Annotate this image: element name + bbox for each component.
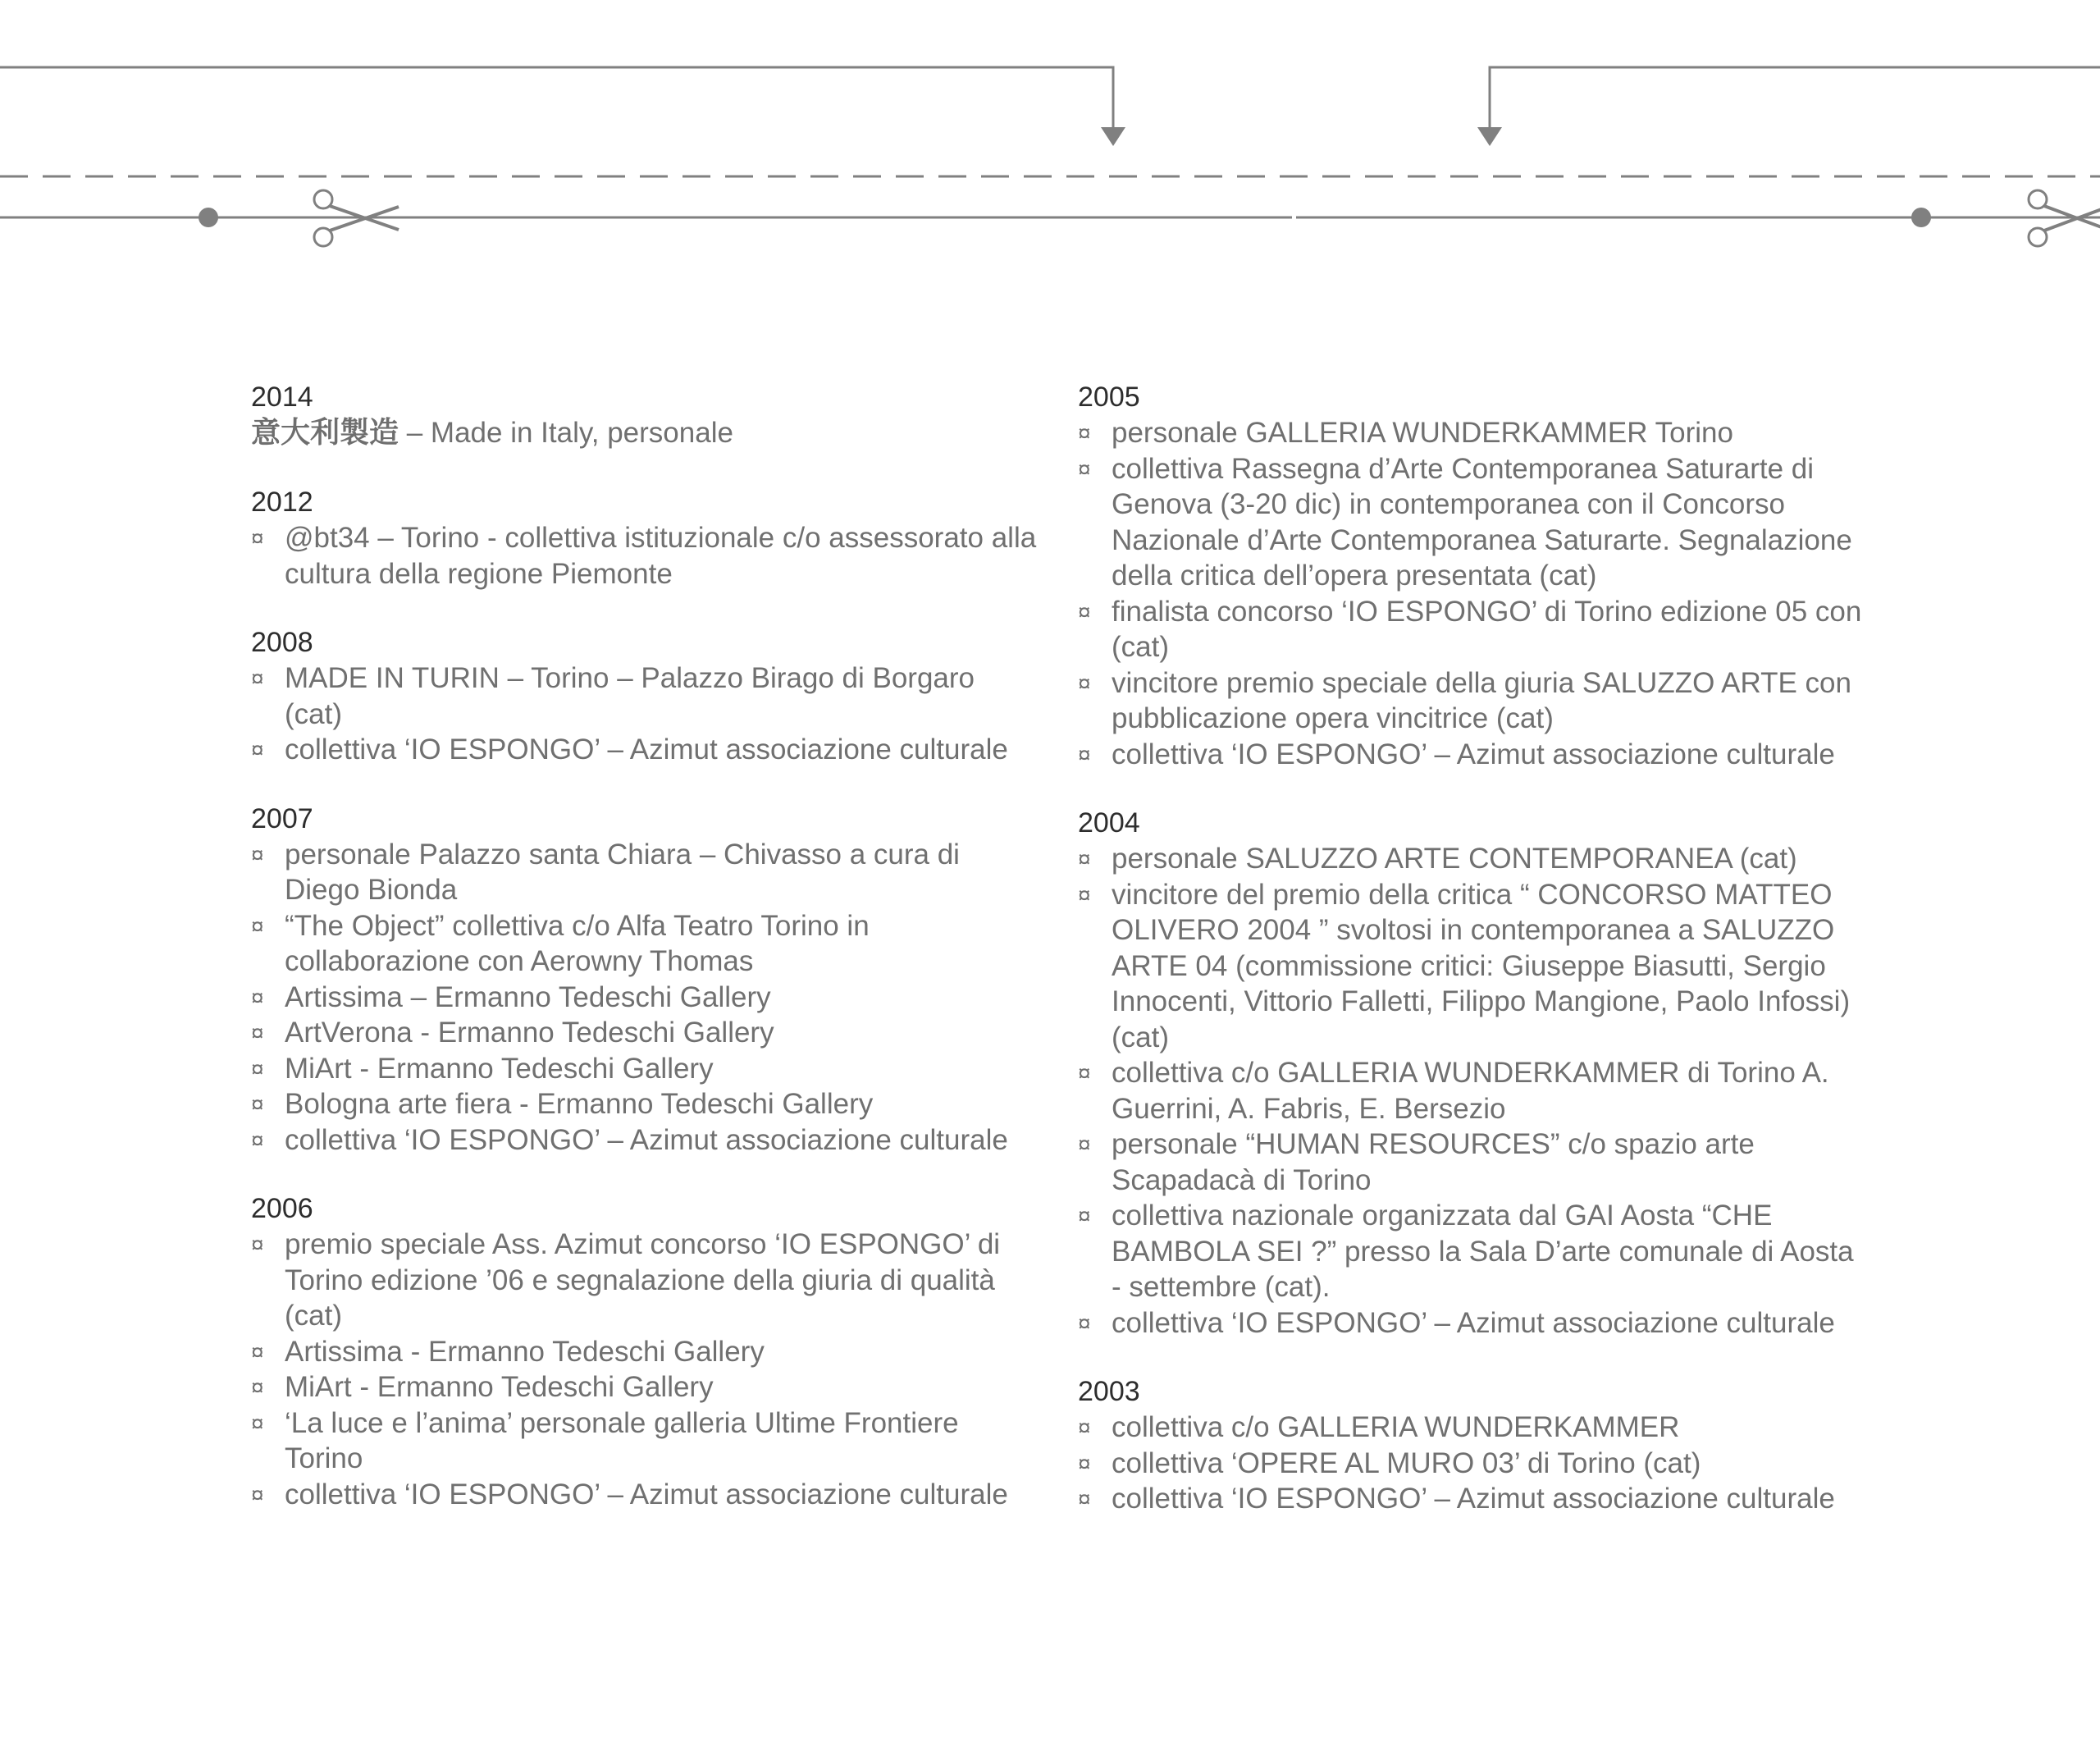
year-heading: 2007: [251, 802, 313, 834]
list-item-text: Artissima - Ermanno Tedeschi Gallery: [285, 1335, 765, 1368]
list-item-text: collettiva ‘IO ESPONGO’ – Azimut associazione culturale: [285, 1478, 1008, 1510]
list-item-text: collettiva ‘OPERE AL MURO 03’ di Torino (cat): [1112, 1446, 1701, 1479]
bullet-icon: ¤: [251, 1410, 264, 1436]
list-item-text: ‘La luce e l’anima’ personale galleria Ultime Frontiere Torino: [285, 1406, 959, 1474]
list-item: [1078, 415, 1865, 451]
exhibition-list: [251, 660, 1039, 768]
list-item: [251, 1122, 1039, 1158]
bullet-icon: ¤: [251, 737, 264, 762]
left-column: [251, 379, 1039, 1545]
list-item-text: MADE IN TURIN – Torino – Palazzo Birago di Borgaro (cat): [285, 662, 975, 730]
right-column: [1078, 379, 1865, 1550]
list-item: [1078, 841, 1865, 877]
list-item: [1078, 737, 1865, 773]
right-bracket-line: [1490, 67, 2100, 130]
year-section: [251, 484, 1039, 592]
year-section: [251, 801, 1039, 1158]
bullet-icon: ¤: [251, 1055, 264, 1081]
year-section: [1078, 1373, 1865, 1517]
bullet-icon: ¤: [251, 1374, 264, 1400]
year-section: [1078, 379, 1865, 772]
list-item-text: MiArt - Ermanno Tedeschi Gallery: [285, 1052, 714, 1085]
bullet-icon: ¤: [1078, 1060, 1091, 1085]
bullet-icon: ¤: [251, 841, 264, 867]
list-item: [251, 660, 1039, 732]
year-heading: 2012: [251, 487, 313, 518]
list-item: [251, 1477, 1039, 1513]
left-bracket-line: [0, 67, 1113, 130]
bullet-icon: ¤: [1078, 846, 1091, 871]
bullet-icon: ¤: [1078, 1203, 1091, 1228]
list-item: [251, 1405, 1039, 1477]
bullet-icon: ¤: [251, 1338, 264, 1364]
exhibition-list: [251, 837, 1039, 1158]
list-item: [251, 908, 1039, 980]
year-heading: 2008: [251, 627, 313, 658]
bullet-icon: ¤: [1078, 420, 1091, 446]
year-heading: 2003: [1078, 1376, 1140, 1407]
year-heading: 2005: [1078, 382, 1140, 413]
year-section: [1078, 805, 1865, 1341]
bullet-icon: ¤: [1078, 1131, 1091, 1157]
exhibition-list: [1078, 1410, 1865, 1517]
list-item-text: collettiva nazionale organizzata dal GAI Aosta “CHE BAMBOLA SEI ?” presso la Sala D’arte comunale di Aosta - settembre (cat).: [1112, 1200, 1854, 1303]
list-item: [251, 1334, 1039, 1370]
list-item: [1078, 1126, 1865, 1198]
list-item: [251, 1369, 1039, 1405]
list-item: [1078, 665, 1865, 737]
arrow-down-icon: [1101, 127, 1125, 146]
list-item: [251, 1227, 1039, 1334]
list-item-text: premio speciale Ass. Azimut concorso ‘IO ESPONGO’ di Torino edizione ’06 e segnalazione della giuria di qualità (cat): [285, 1228, 1001, 1332]
year-heading: 2006: [251, 1193, 313, 1224]
bullet-icon: ¤: [251, 1126, 264, 1153]
bullet-icon: ¤: [1078, 881, 1091, 907]
list-item-text: personale Palazzo santa Chiara – Chivasso a cura di Diego Bionda: [285, 838, 960, 906]
list-item-text: Bologna arte fiera - Ermanno Tedeschi Gallery: [285, 1088, 874, 1120]
list-item-text: ArtVerona - Ermanno Tedeschi Gallery: [285, 1017, 774, 1049]
year-section: [251, 624, 1039, 768]
list-item: [251, 520, 1039, 592]
bullet-icon: ¤: [1078, 1486, 1091, 1511]
dot-icon: [1911, 208, 1931, 227]
exhibition-list: [251, 1227, 1039, 1512]
dot-icon: [199, 208, 218, 227]
list-item: [251, 1086, 1039, 1122]
bullet-icon: ¤: [251, 525, 264, 551]
bullet-icon: ¤: [251, 984, 264, 1010]
bullet-icon: ¤: [251, 665, 264, 691]
list-item: [1078, 877, 1865, 1056]
list-item-text: @bt34 – Torino - collettiva istituzionale c/o assessorato alla cultura della regione Piemonte: [285, 522, 1037, 590]
list-item: [1078, 1481, 1865, 1517]
year-heading: 2004: [1078, 807, 1140, 839]
bullet-icon: ¤: [1078, 1450, 1091, 1476]
bullet-icon: ¤: [251, 1020, 264, 1045]
arrow-down-icon: [1477, 127, 1502, 146]
list-item-text: vincitore premio speciale della giuria SALUZZO ARTE con pubblicazione opera vincitrice (cat): [1112, 666, 1851, 734]
title-rest: – Made in Italy, personale: [399, 417, 733, 449]
list-item-text: collettiva ‘IO ESPONGO’ – Azimut associazione culturale: [1112, 1306, 1835, 1339]
list-item: [251, 732, 1039, 768]
bullet-icon: ¤: [1078, 741, 1091, 767]
list-item: [1078, 1055, 1865, 1126]
list-item-text: collettiva ‘IO ESPONGO’ – Azimut associazione culturale: [285, 1123, 1008, 1156]
list-item: [251, 980, 1039, 1016]
list-item-text: finalista concorso ‘IO ESPONGO’ di Torino edizione 05 con (cat): [1112, 595, 1862, 663]
bullet-icon: ¤: [251, 1091, 264, 1117]
list-item: [1078, 1410, 1865, 1446]
list-item: [1078, 451, 1865, 594]
exhibition-list: [1078, 841, 1865, 1341]
list-item-text: collettiva ‘IO ESPONGO’ – Azimut associazione culturale: [285, 733, 1008, 765]
list-item-text: collettiva c/o GALLERIA WUNDERKAMMER di Torino A. Guerrini, A. Fabris, E. Bersezio: [1112, 1057, 1829, 1125]
list-item-text: collettiva ‘IO ESPONGO’ – Azimut associazione culturale: [1112, 738, 1835, 770]
list-item: [1078, 1446, 1865, 1482]
list-item-text: personale GALLERIA WUNDERKAMMER Torino: [1112, 417, 1733, 449]
list-item: [1078, 1305, 1865, 1341]
exhibition-list: [1078, 415, 1865, 772]
list-item: [1078, 594, 1865, 665]
year-heading: 2014: [251, 382, 313, 413]
list-item: [251, 1015, 1039, 1051]
exhibition-list: [251, 520, 1039, 592]
list-item-text: collettiva ‘IO ESPONGO’ – Azimut associazione culturale: [1112, 1483, 1835, 1515]
bullet-icon: ¤: [251, 912, 264, 939]
list-item: [251, 837, 1039, 908]
list-item: [251, 1051, 1039, 1087]
list-item-text: personale “HUMAN RESOURCES” c/o spazio arte Scapadacà di Torino: [1112, 1128, 1755, 1196]
bullet-icon: ¤: [1078, 1309, 1091, 1336]
list-item-text: Artissima – Ermanno Tedeschi Gallery: [285, 980, 771, 1013]
bullet-icon: ¤: [1078, 598, 1091, 624]
list-item-text: “The Object” collettiva c/o Alfa Teatro Torino in collaborazione con Aerowny Thomas: [285, 909, 870, 977]
list-item: [1078, 1198, 1865, 1305]
title-cjk: 意大利製造: [251, 416, 399, 450]
year-section: [251, 1190, 1039, 1512]
year-section: [251, 379, 1039, 451]
list-item-text: MiArt - Ermanno Tedeschi Gallery: [285, 1371, 714, 1403]
list-item-text: personale SALUZZO ARTE CONTEMPORANEA (cat): [1112, 843, 1797, 875]
bullet-icon: ¤: [1078, 455, 1091, 482]
bullet-icon: ¤: [1078, 1414, 1091, 1440]
list-item-text: collettiva c/o GALLERIA WUNDERKAMMER: [1112, 1411, 1680, 1443]
list-item-text: collettiva Rassegna d’Arte Contemporanea Saturarte di Genova (3-20 dic) in contemporanea con il Concorso Nazionale d’Arte Contemporanea Saturarte. Segnalazione della critica dell’opera presentata (cat): [1112, 452, 1852, 592]
list-item-text: vincitore del premio della critica “ CONCORSO MATTEO OLIVERO 2004 ” svoltosi in contemporanea a SALUZZO ARTE 04 (commissione critici: Giuseppe Biasutti, Sergio Innocenti, Vittorio Falletti, Filippo Mangione, Paolo Infossi) (cat): [1112, 878, 1851, 1053]
bullet-icon: ¤: [251, 1232, 264, 1257]
bullet-icon: ¤: [1078, 669, 1091, 696]
exhibition-title: [251, 415, 1039, 451]
bullet-icon: ¤: [251, 1481, 264, 1507]
